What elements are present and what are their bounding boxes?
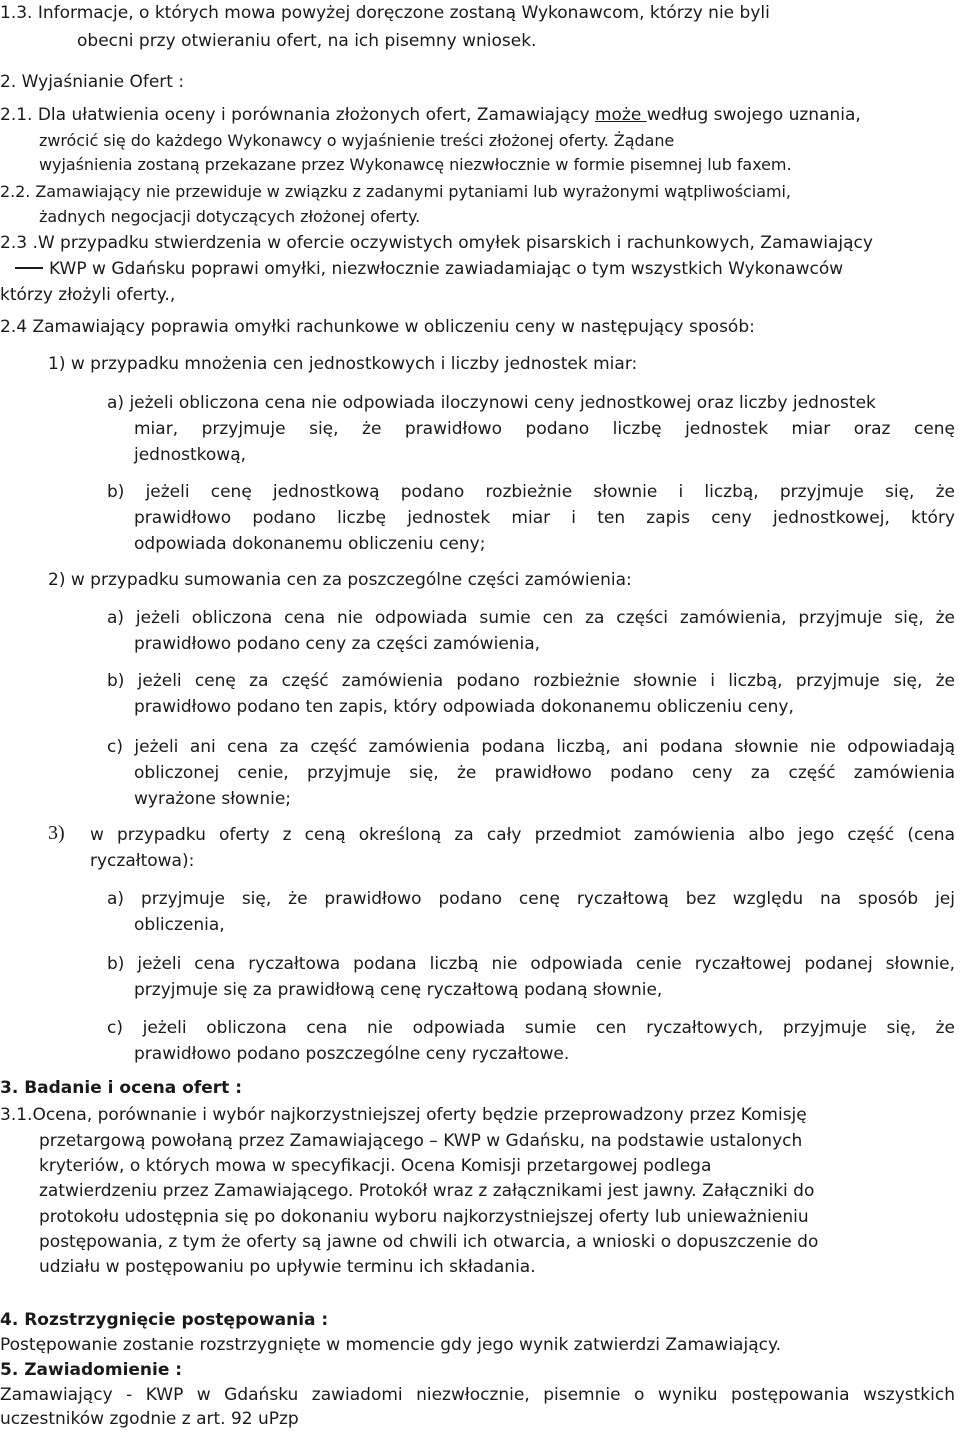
item-3c-line-2: prawidłowo podano poszczególne ceny ryczałtowe. bbox=[134, 1044, 570, 1064]
section-2-1-text-b: według swojego uznania, bbox=[646, 105, 861, 125]
item-3b-line-2: przyjmuje się za prawidłową cenę ryczałtową podaną słownie, bbox=[134, 980, 663, 1000]
item-1b-line-3: odpowiada dokonanemu obliczeniu ceny; bbox=[134, 534, 486, 554]
item-3b-line-1: b) jeżeli cena ryczałtowa podana liczbą nie odpowiada cenie ryczałtowej podanej słownie, bbox=[107, 954, 955, 974]
item-2: 2) w przypadku sumowania cen za poszczególne części zamówienia: bbox=[48, 570, 632, 590]
section-3-1-line-3: kryteriów, o których mowa w specyfikacji. Ocena Komisji przetargowej podlega bbox=[39, 1156, 712, 1176]
item-3a-line-1: a) przyjmuje się, że prawidłowo podano cenę ryczałtową bez względu na sposób jej bbox=[107, 889, 955, 909]
item-2a-line-1: a) jeżeli obliczona cena nie odpowiada sumie cen za części zamówienia, przyjmuje się, że bbox=[107, 608, 955, 628]
section-3-1-line-5: protokołu udostępnia się po dokonaniu wyboru najkorzystniejszej oferty lub unieważnieniu bbox=[39, 1207, 809, 1227]
section-5-line-1: Zamawiający - KWP w Gdańsku zawiadomi niezwłocznie, pisemnie o wyniku postępowania wszystkich bbox=[0, 1385, 955, 1405]
section-3-1-line-4: zatwierdzeniu przez Zamawiającego. Protokół wraz z załącznikami jest jawny. Załączniki do bbox=[39, 1181, 815, 1201]
item-1a-line-3: jednostkową, bbox=[134, 445, 247, 465]
section-1-3-line-2: obecni przy otwieraniu ofert, na ich pisemny wniosek. bbox=[77, 31, 537, 51]
section-1-3-line-1: 1.3. Informacje, o których mowa powyżej doręczone zostaną Wykonawcom, którzy nie byli bbox=[0, 3, 770, 23]
section-2-1-line-1 bbox=[0, 104, 861, 126]
item-1a-text-1: a) jeżeli obliczona cena nie odpowiada iloczynowi ceny jednostkowej oraz liczby jednostek bbox=[107, 393, 876, 413]
item-1: 1) w przypadku mnożenia cen jednostkowych i liczby jednostek miar: bbox=[48, 354, 638, 374]
section-2-1-line-2: zwrócić się do każdego Wykonawcy o wyjaśnienie treści złożonej oferty. Żądane bbox=[39, 131, 675, 150]
item-1b-line-2: prawidłowo podano liczbę jednostek miar i ten zapis ceny jednostkowej, który bbox=[134, 508, 955, 528]
item-3-line-2: ryczałtowa): bbox=[90, 851, 195, 871]
item-3-number: 3) bbox=[48, 822, 65, 844]
item-3-text-1: w przypadku oferty z ceną określoną za cały przedmiot zamówienia albo jego część (cena bbox=[90, 825, 955, 845]
section-3-1-line-7: udziału w postępowaniu po upływie terminu ich składania. bbox=[39, 1257, 536, 1277]
section-4-heading: 4. Rozstrzygnięcie postępowania : bbox=[0, 1310, 329, 1330]
dash-mark bbox=[15, 267, 43, 269]
section-2-heading: 2. Wyjaśnianie Ofert : bbox=[0, 72, 185, 92]
section-2-1-underlined: może bbox=[594, 105, 647, 125]
item-2c-line-3: wyrażone słownie; bbox=[134, 789, 292, 809]
item-1b-line-1: b) jeżeli cenę jednostkową podano rozbieżnie słownie i liczbą, przyjmuje się, że bbox=[107, 482, 955, 502]
section-3-1-line-6: postępowania, z tym że oferty są jawne od chwili ich otwarcia, a wnioski o dopuszczenie do bbox=[39, 1232, 819, 1252]
section-2-4-intro: 2.4 Zamawiający poprawia omyłki rachunkowe w obliczeniu ceny w następujący sposób: bbox=[0, 317, 755, 337]
section-2-3-line-2-text: KWP w Gdańsku poprawi omyłki, niezwłocznie zawiadamiając o tym wszystkich Wykonawców bbox=[49, 259, 844, 279]
section-2-3-line-3: którzy złożyli oferty., bbox=[0, 285, 176, 305]
section-4-text: Postępowanie zostanie rozstrzygnięte w momencie gdy jego wynik zatwierdzi Zamawiający. bbox=[0, 1335, 782, 1355]
section-3-heading: 3. Badanie i ocena ofert : bbox=[0, 1078, 243, 1098]
item-3a-line-2: obliczenia, bbox=[134, 915, 225, 935]
item-2a-line-2: prawidłowo podano ceny za części zamówienia, bbox=[134, 634, 541, 654]
section-2-3-line-1: 2.3 .W przypadku stwierdzenia w ofercie oczywistych omyłek pisarskich i rachunkowych, Zamawiający bbox=[0, 233, 873, 253]
section-2-1-text-a: 2.1. Dla ułatwienia oceny i porównania złożonych ofert, Zamawiający bbox=[0, 105, 595, 125]
section-5-heading: 5. Zawiadomienie : bbox=[0, 1360, 183, 1380]
section-3-1-line-2: przetargową powołaną przez Zamawiającego – KWP w Gdańsku, na podstawie ustalonych bbox=[39, 1131, 803, 1151]
item-1a-line-1 bbox=[107, 392, 955, 414]
item-2b-line-2: prawidłowo podano ten zapis, który odpowiada dokonanemu obliczeniu ceny, bbox=[134, 697, 794, 717]
item-2b-line-1: b) jeżeli cenę za część zamówienia podano rozbieżnie słownie i liczbą, przyjmuje się, że bbox=[107, 671, 955, 691]
section-2-2-line-1: 2.2. Zamawiający nie przewiduje w związku z zadanymi pytaniami lub wyrażonymi wątpliwościami, bbox=[0, 182, 791, 201]
section-5-line-2: uczestników zgodnie z art. 92 uPzp bbox=[0, 1409, 299, 1429]
section-2-1-line-3: wyjaśnienia zostaną przekazane przez Wykonawcę niezwłocznie w formie pisemnej lub faxem. bbox=[39, 155, 792, 174]
item-3c-line-1: c) jeżeli obliczona cena nie odpowiada sumie cen ryczałtowych, przyjmuje się, że bbox=[107, 1018, 955, 1038]
item-2c-line-1: c) jeżeli ani cena za część zamówienia podana liczbą, ani podana słownie nie odpowiadają bbox=[107, 737, 955, 757]
section-2-2-line-2: żadnych negocjacji dotyczących złożonej oferty. bbox=[39, 207, 421, 226]
item-2c-line-2: obliczonej cenie, przyjmuje się, że prawidłowo podano ceny za część zamówienia bbox=[134, 763, 955, 783]
item-1a-line-2: miar, przyjmuje się, że prawidłowo podano liczbę jednostek miar oraz cenę bbox=[134, 419, 955, 439]
section-2-3-line-2 bbox=[15, 258, 955, 280]
section-3-1-line-1: 3.1.Ocena, porównanie i wybór najkorzystniejszej oferty będzie przeprowadzony przez Komisję bbox=[0, 1105, 807, 1125]
